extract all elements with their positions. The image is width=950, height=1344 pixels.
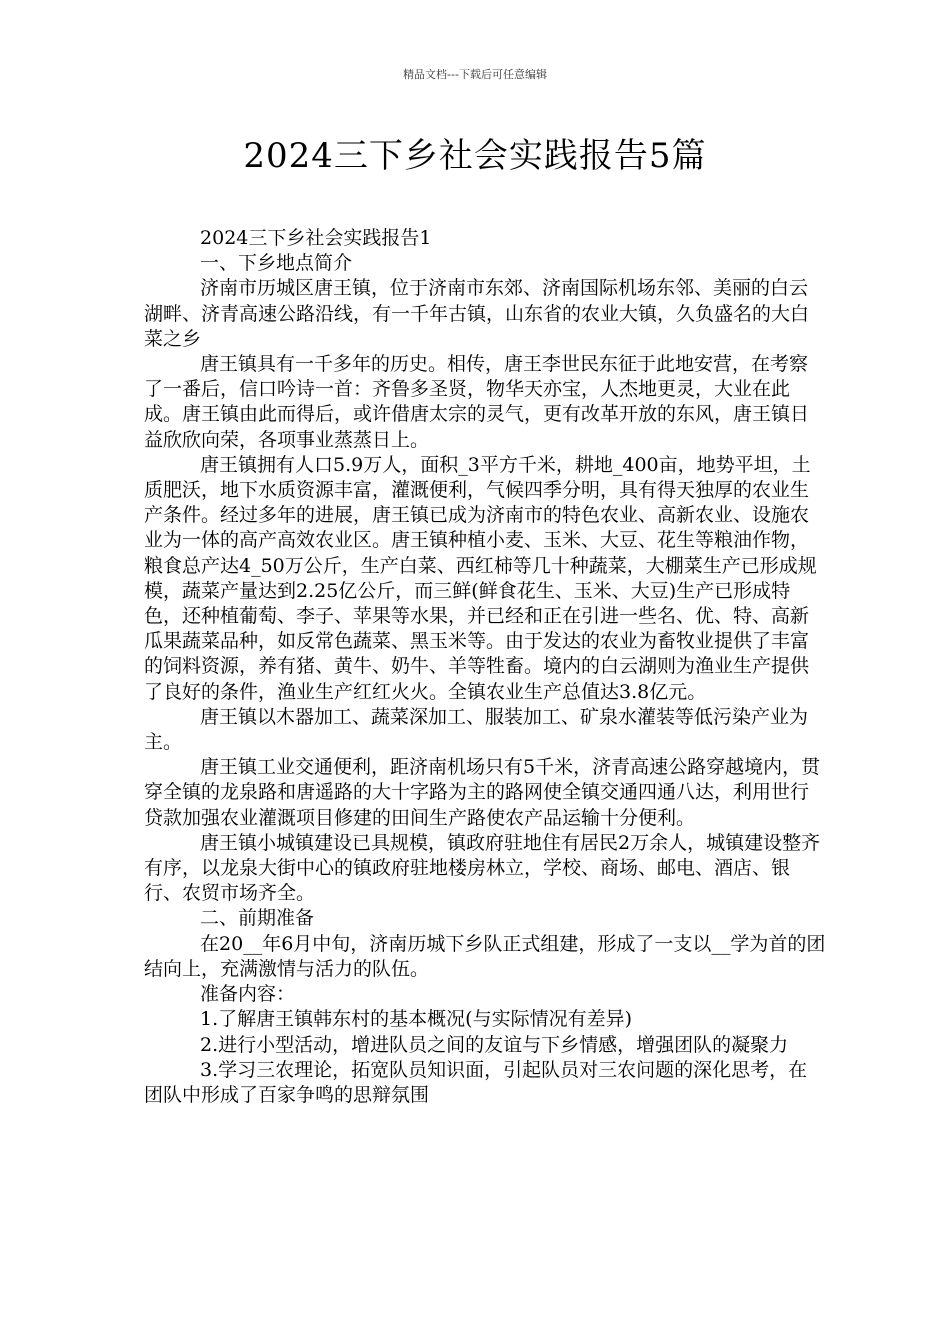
section-heading-location: 一、下乡地点简介 — [200, 252, 353, 275]
list-item: 3.学习三农理论，拓宽队员知识面，引起队员对三农问题的深化思考，在团队中形成了百家争鸣的思辩氛围 — [144, 1058, 808, 1106]
paragraph-agriculture: 唐王镇拥有人口5.9万人，面积_3平方千米，耕地_400亩，地势平坦，土质肥沃，地下水质资源丰富，灌溉便利，气候四季分明，具有得天独厚的农业生产条件。经过多年的进展，唐王镇已成为济南市的特色农业、高新农业、设施农业为一体的高产高效农业区。唐王镇种植小麦、玉米、大豆、花生等粮油作物，粮食总产达4_50万公斤，生产白菜、西红柿等几十种蔬菜，大棚菜生产已形成规模，蔬菜产量达到2.25亿公斤，而三鲜(鲜食花生、玉米、大豆)生产已形成特色，还种植葡萄、李子、苹果等水果，并已经和正在引进一些名、优、特、高新瓜果蔬菜品种，如反常色蔬菜、黑玉米等。由于发达的农业为畜牧业提供了丰富的饲料资源，养有猪、黄牛、奶牛、羊等牲畜。境内的白云湖则为渔业生产提供了良好的条件，渔业生产红红火火。全镇农业生产总值达3.8亿元。 — [144, 453, 817, 703]
header-note: 精品文档---下载后可任意编辑 — [403, 68, 547, 81]
paragraph-transport: 唐王镇工业交通便利，距济南机场只有5千米，济青高速公路穿越境内，贯穿全镇的龙泉路和唐遥路的大十字路为主的路网使全镇交通四通八达，利用世行贷款加强农业灌溉项目修建的田间生产路使农产品运输十分便利。 — [144, 756, 821, 829]
preparation-content-heading: 准备内容： — [200, 983, 296, 1006]
document-title: 2024三下乡社会实践报告5篇 — [243, 136, 707, 176]
list-item: 2.进行小型活动，增进队员之间的友谊与下乡情感，增强团队的凝聚力 — [200, 1033, 789, 1056]
paragraph-town-construction: 唐王镇小城镇建设已具规模，镇政府驻地住有居民2万余人，城镇建设整齐有序，以龙泉大街中心的镇政府驻地楼房林立，学校、商场、邮电、酒店、银行、农贸市场齐全。 — [144, 831, 821, 905]
section-heading-preparation: 二、前期准备 — [200, 907, 315, 930]
report-subtitle: 2024三下乡社会实践报告1 — [200, 227, 432, 249]
paragraph-history: 唐王镇具有一千多年的历史。相传，唐王李世民东征于此地安营，在考察了一番后，信口吟诗一首：齐鲁多圣贤，物华天亦宝，人杰地更灵，大业在此成。唐王镇由此而得后，或许借唐太宗的灵气，更有改革开放的东风，唐王镇日益欣欣向荣，各项事业蒸蒸日上。 — [144, 353, 810, 451]
list-item: 1.了解唐王镇韩东村的基本概况(与实际情况有差异) — [200, 1008, 633, 1031]
paragraph-industry: 唐王镇以木器加工、蔬菜深加工、服装加工、矿泉水灌装等低污染产业为主。 — [144, 705, 809, 754]
document-body — [144, 226, 826, 1108]
paragraph-location-intro: 济南市历城区唐王镇，位于济南市东郊、济南国际机场东邻、美丽的白云湖畔、济青高速公路沿线，有一千年古镇，山东省的农业大镇，久负盛名的大白菜之乡 — [144, 277, 810, 350]
paragraph-team-formation: 在20__年6月中旬，济南历城下乡队正式组建，形成了一支以__学为首的团结向上，充满激情与活力的队伍。 — [144, 932, 826, 980]
